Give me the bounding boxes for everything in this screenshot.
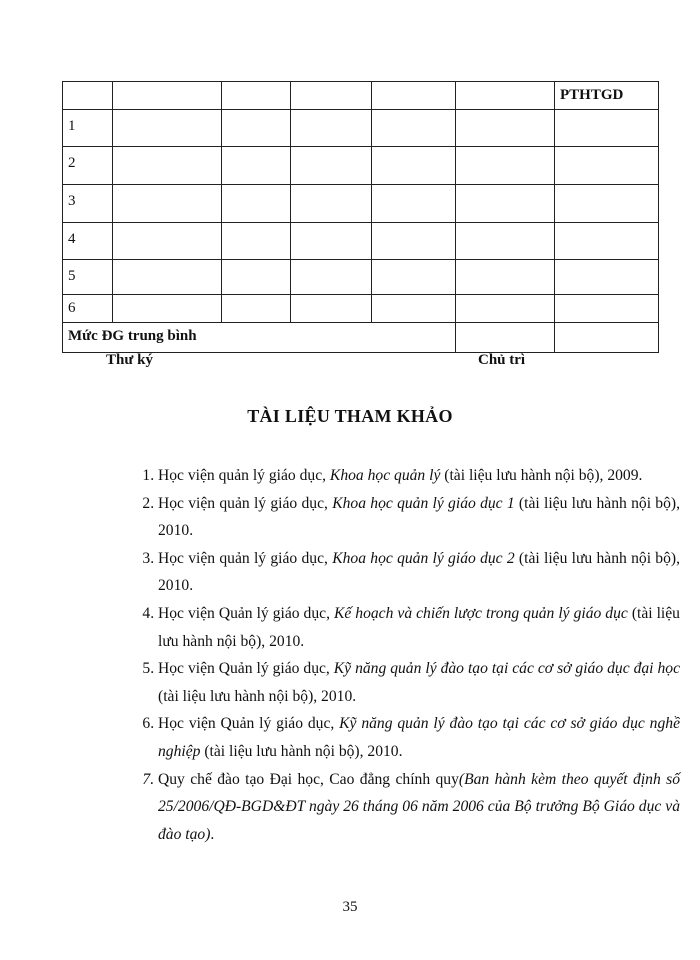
table-row: [63, 185, 659, 223]
row-number: 4: [63, 223, 113, 260]
table-cell: [555, 110, 659, 147]
reference-item: 5. Học viện Quản lý giáo dục, Kỹ năng quản lý đào tạo tại các cơ sở giáo dục đại học (tài liệu lưu hành nội bộ), 2010.: [158, 655, 680, 710]
table-cell: [291, 82, 372, 110]
table-cell: [372, 260, 456, 295]
secretary-label: Thư ký: [106, 352, 153, 368]
table-cell: [372, 185, 456, 223]
table-row: [63, 295, 659, 323]
reference-item: 6. Học viện Quản lý giáo dục, Kỹ năng quản lý đào tạo tại các cơ sở giáo dục nghề nghiệp (tài liệu lưu hành nội bộ), 2010.: [158, 710, 680, 765]
table-cell: [456, 147, 555, 185]
table-cell: [113, 223, 222, 260]
header-pthtgd: PTHTGD: [555, 82, 659, 110]
table-cell: [291, 260, 372, 295]
table-cell: [555, 323, 659, 353]
row-number: 5: [63, 260, 113, 295]
table-cell: [63, 82, 113, 110]
reference-item: 2. Học viện quản lý giáo dục, Khoa học quản lý giáo dục 1 (tài liệu lưu hành nội bộ), 2010.: [158, 490, 680, 545]
table-cell: [456, 323, 555, 353]
table-cell: [291, 295, 372, 323]
table-cell: [291, 147, 372, 185]
table-cell: [555, 185, 659, 223]
table-cell: [555, 295, 659, 323]
row-number: 3: [63, 185, 113, 223]
table-cell: [456, 185, 555, 223]
table-cell: [113, 295, 222, 323]
table-cell: [372, 147, 456, 185]
chair-label: Chủ trì: [478, 352, 526, 368]
table-cell: [113, 185, 222, 223]
table-row: [63, 223, 659, 260]
reference-item: 3. Học viện quản lý giáo dục, Khoa học quản lý giáo dục 2 (tài liệu lưu hành nội bộ), 2010.: [158, 545, 680, 600]
table-cell: [456, 295, 555, 323]
row-number: 2: [63, 147, 113, 185]
table-cell: [113, 82, 222, 110]
table-cell: [222, 295, 291, 323]
references-title: TÀI LIỆU THAM KHẢO: [247, 406, 453, 426]
average-label: Mức ĐG trung bình: [63, 323, 456, 353]
reference-item: 4. Học viện Quản lý giáo dục, Kế hoạch và chiến lược trong quản lý giáo dục (tài liệu lưu hành nội bộ), 2010.: [158, 600, 680, 655]
table-cell: [372, 82, 456, 110]
table-row: [63, 110, 659, 147]
table-footer-row: [63, 323, 659, 353]
table-cell: [456, 82, 555, 110]
table-header-row: [63, 82, 659, 110]
table-cell: [291, 185, 372, 223]
table-cell: [113, 147, 222, 185]
table-cell: [372, 110, 456, 147]
row-number: 1: [63, 110, 113, 147]
table-row: [63, 147, 659, 185]
table-cell: [222, 260, 291, 295]
row-number: 6: [63, 295, 113, 323]
table-row: [63, 260, 659, 295]
table-cell: [456, 223, 555, 260]
table-cell: [113, 110, 222, 147]
page-number: 35: [342, 899, 358, 915]
table-cell: [222, 223, 291, 260]
table-cell: [113, 260, 222, 295]
table-cell: [222, 110, 291, 147]
table-cell: [372, 295, 456, 323]
table-cell: [456, 260, 555, 295]
table-cell: [222, 147, 291, 185]
reference-item: 7. Quy chế đào tạo Đại học, Cao đẳng chính quy(Ban hành kèm theo quyết định số 25/2006/QĐ-BGD&ĐT ngày 26 tháng 06 năm 2006 của Bộ trưởng Bộ Giáo dục và đào tạo).: [158, 766, 680, 849]
table-cell: [291, 110, 372, 147]
table-cell: [372, 223, 456, 260]
reference-item: 1. Học viện quản lý giáo dục, Khoa học quản lý (tài liệu lưu hành nội bộ), 2009.: [158, 462, 680, 490]
references-list: [112, 462, 680, 848]
table-cell: [222, 185, 291, 223]
table-cell: [555, 260, 659, 295]
table-cell: [222, 82, 291, 110]
evaluation-table: [62, 81, 659, 353]
table-cell: [555, 147, 659, 185]
table-cell: [555, 223, 659, 260]
table-cell: [456, 110, 555, 147]
table-cell: [291, 223, 372, 260]
